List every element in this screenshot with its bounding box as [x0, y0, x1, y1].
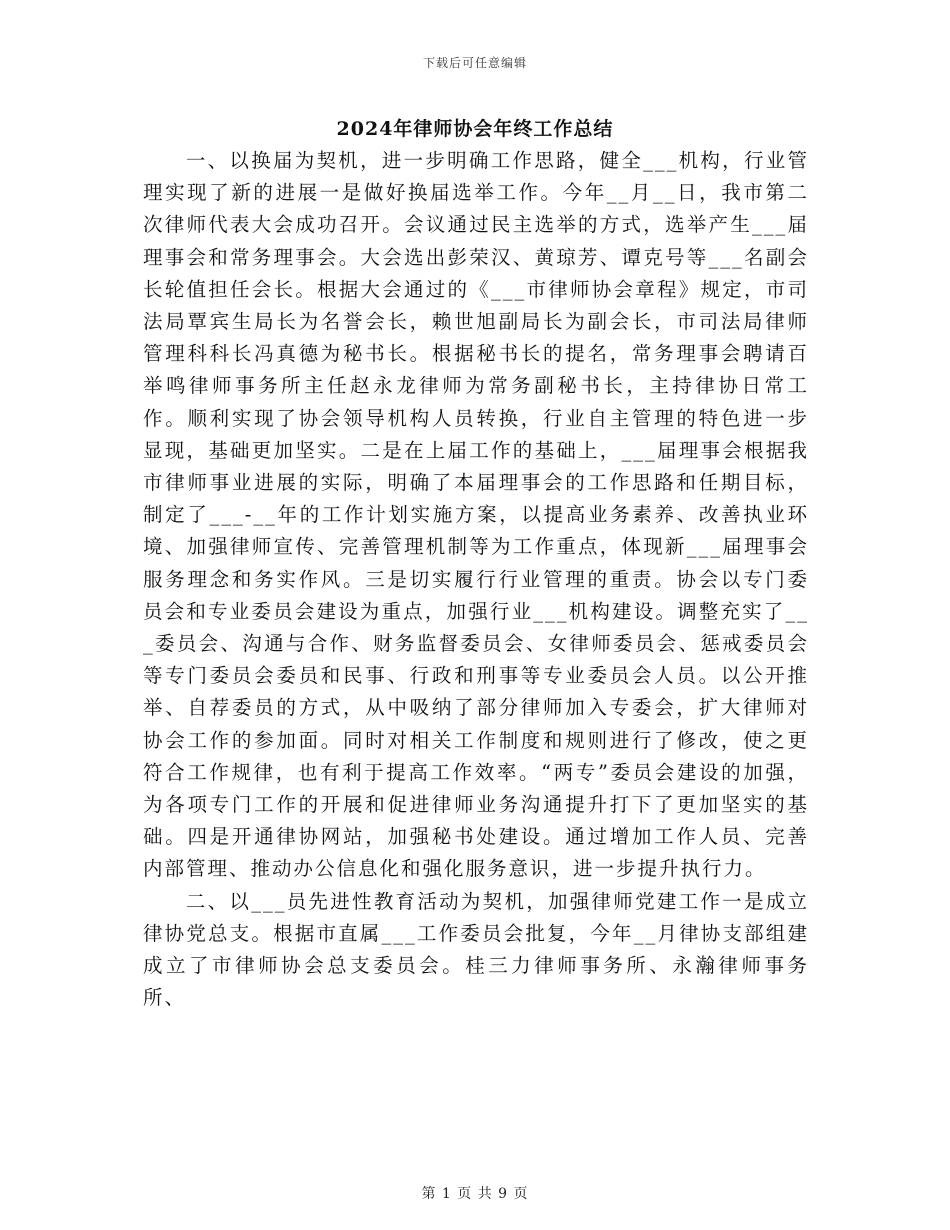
document-title: 2024年律师协会年终工作总结: [336, 118, 614, 140]
page-header-note: 下载后可任意编辑: [422, 56, 527, 70]
page-indicator: 第 1 页 共 9 页: [421, 1186, 529, 1202]
paragraph-2: 二、以___员先进性教育活动为契机，加强律师党建工作一是成立律协党总支。根据市直属___工作委员会批复，今年__月律协支部组建成立了市律师协会总支委员会。桂三力律师事务所、永瀚律师事务所、: [143, 889, 809, 1010]
paragraph-1: 一、以换届为契机，进一步明确工作思路，健全___机构，行业管理实现了新的进展一是做好换届选举工作。今年__月__日，我市第二次律师代表大会成功召开。会议通过民主选举的方式，选举产生___届理事会和常务理事会。大会选出彭荣汉、黄琼芳、谭克号等___名副会长轮值担任会长。根据大会通过的《___市律师协会章程》规定，市司法局覃宾生局长为名誉会长，赖世旭副局长为副会长，市司法局律师管理科科长冯真德为秘书长。根据秘书长的提名，常务理事会聘请百举鸣律师事务所主任赵永龙律师为常务副秘书长，主持律协日常工作。顺利实现了协会领导机构人员转换，行业自主管理的特色进一步显现，基础更加坚实。二是在上届工作的基础上，___届理事会根据我市律师事业进展的实际，明确了本届理事会的工作思路和任期目标，制定了___-__年的工作计划实施方案，以提高业务素养、改善执业环境、加强律师宣传、完善管理机制等为工作重点，体现新___届理事会服务理念和务实作风。三是切实履行行业管理的重责。协会以专门委员会和专业委员会建设为重点，加强行业___机构建设。调整充实了___委员会、沟通与合作、财务监督委员会、女律师委员会、惩戒委员会等专门委员会委员和民事、行政和刑事等专业委员会人员。以公开推举、自荐委员的方式，从中吸纳了部分律师加入专委会，扩大律师对协会工作的参加面。同时对相关工作制度和规则进行了修改，使之更符合工作规律，也有利于提高工作效率。“两专”委员会建设的加强，为各项专门工作的开展和促进律师业务沟通提升打下了更加坚实的基础。四是开通律协网站，加强秘书处建设。通过增加工作人员、完善内部管理、推动办公信息化和强化服务意识，进一步提升执行力。: [143, 149, 809, 881]
document-body: [143, 145, 809, 1014]
